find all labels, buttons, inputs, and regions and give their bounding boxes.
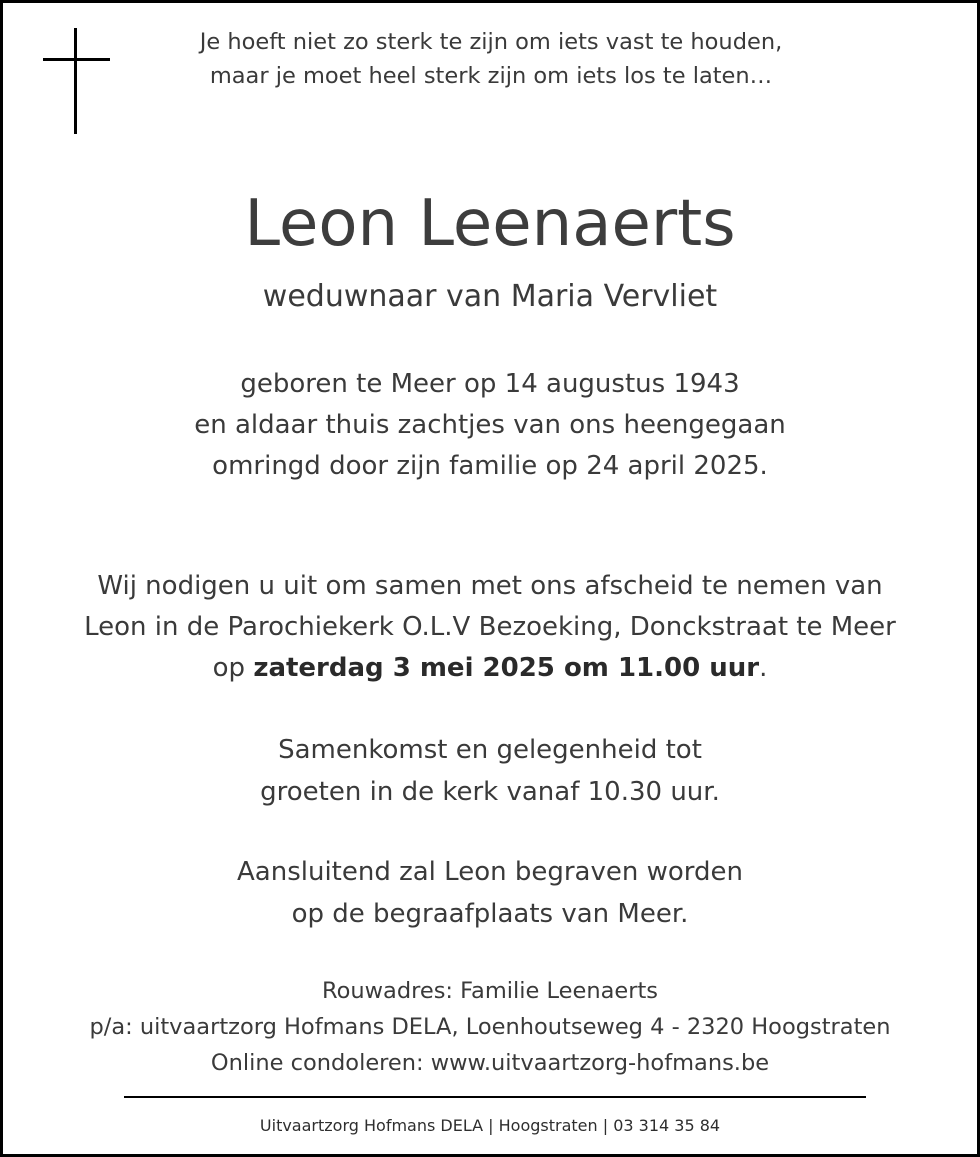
deceased-subtitle: weduwnaar van Maria Vervliet <box>262 279 718 314</box>
quote-line-1: Je hoeft niet zo sterk te zijn om iets vast te houden, <box>199 29 783 55</box>
mourning-address <box>3 973 977 1081</box>
cross-vertical-bar <box>74 28 77 134</box>
invitation-line-3 <box>3 648 977 689</box>
funeral-invitation <box>3 566 977 689</box>
quote-line-2: maar je moet heel sterk zijn om iets los te laten… <box>209 63 773 89</box>
invitation-suffix: . <box>759 653 768 683</box>
address-line-2: p/a: uitvaartzorg Hofmans DELA, Loenhoutseweg 4 - 2320 Hoogstraten <box>89 1014 891 1040</box>
funeral-date-time: zaterdag 3 mei 2025 om 11.00 uur <box>253 653 760 683</box>
invitation-line-2: Leon in de Parochiekerk O.L.V Bezoeking, Donckstraat te Meer <box>84 612 896 642</box>
footer-divider <box>124 1096 866 1098</box>
condolence-website: Online condoleren: www.uitvaartzorg-hofmans.be <box>210 1050 770 1076</box>
burial-line-1: Aansluitend zal Leon begraven worden <box>237 857 743 887</box>
gathering-line-1: Samenkomst en gelegenheid tot <box>278 735 702 765</box>
gathering-line-2: groeten in de kerk vanaf 10.30 uur. <box>260 777 720 807</box>
burial-info <box>3 851 977 935</box>
cross-horizontal-bar <box>43 58 110 61</box>
birth-line-1: geboren te Meer op 14 augustus 1943 <box>240 369 740 399</box>
address-line-1: Rouwadres: Familie Leenaerts <box>321 978 659 1004</box>
burial-line-2: op de begraafplaats van Meer. <box>291 899 689 929</box>
invitation-line-1: Wij nodigen u uit om samen met ons afscheid te nemen van <box>97 571 883 601</box>
quote <box>163 25 819 93</box>
footer-funeral-home: Uitvaartzorg Hofmans DELA | Hoogstraten | 03 314 35 84 <box>259 1116 721 1135</box>
birth-line-2: en aldaar thuis zachtjes van ons heengegaan <box>194 410 786 440</box>
birth-death-details <box>3 364 977 487</box>
birth-line-3: omringd door zijn familie op 24 april 2025. <box>212 451 768 481</box>
invitation-prefix: op <box>212 653 254 683</box>
deceased-name: Leon Leenaerts <box>244 187 736 261</box>
gathering-info <box>3 729 977 813</box>
